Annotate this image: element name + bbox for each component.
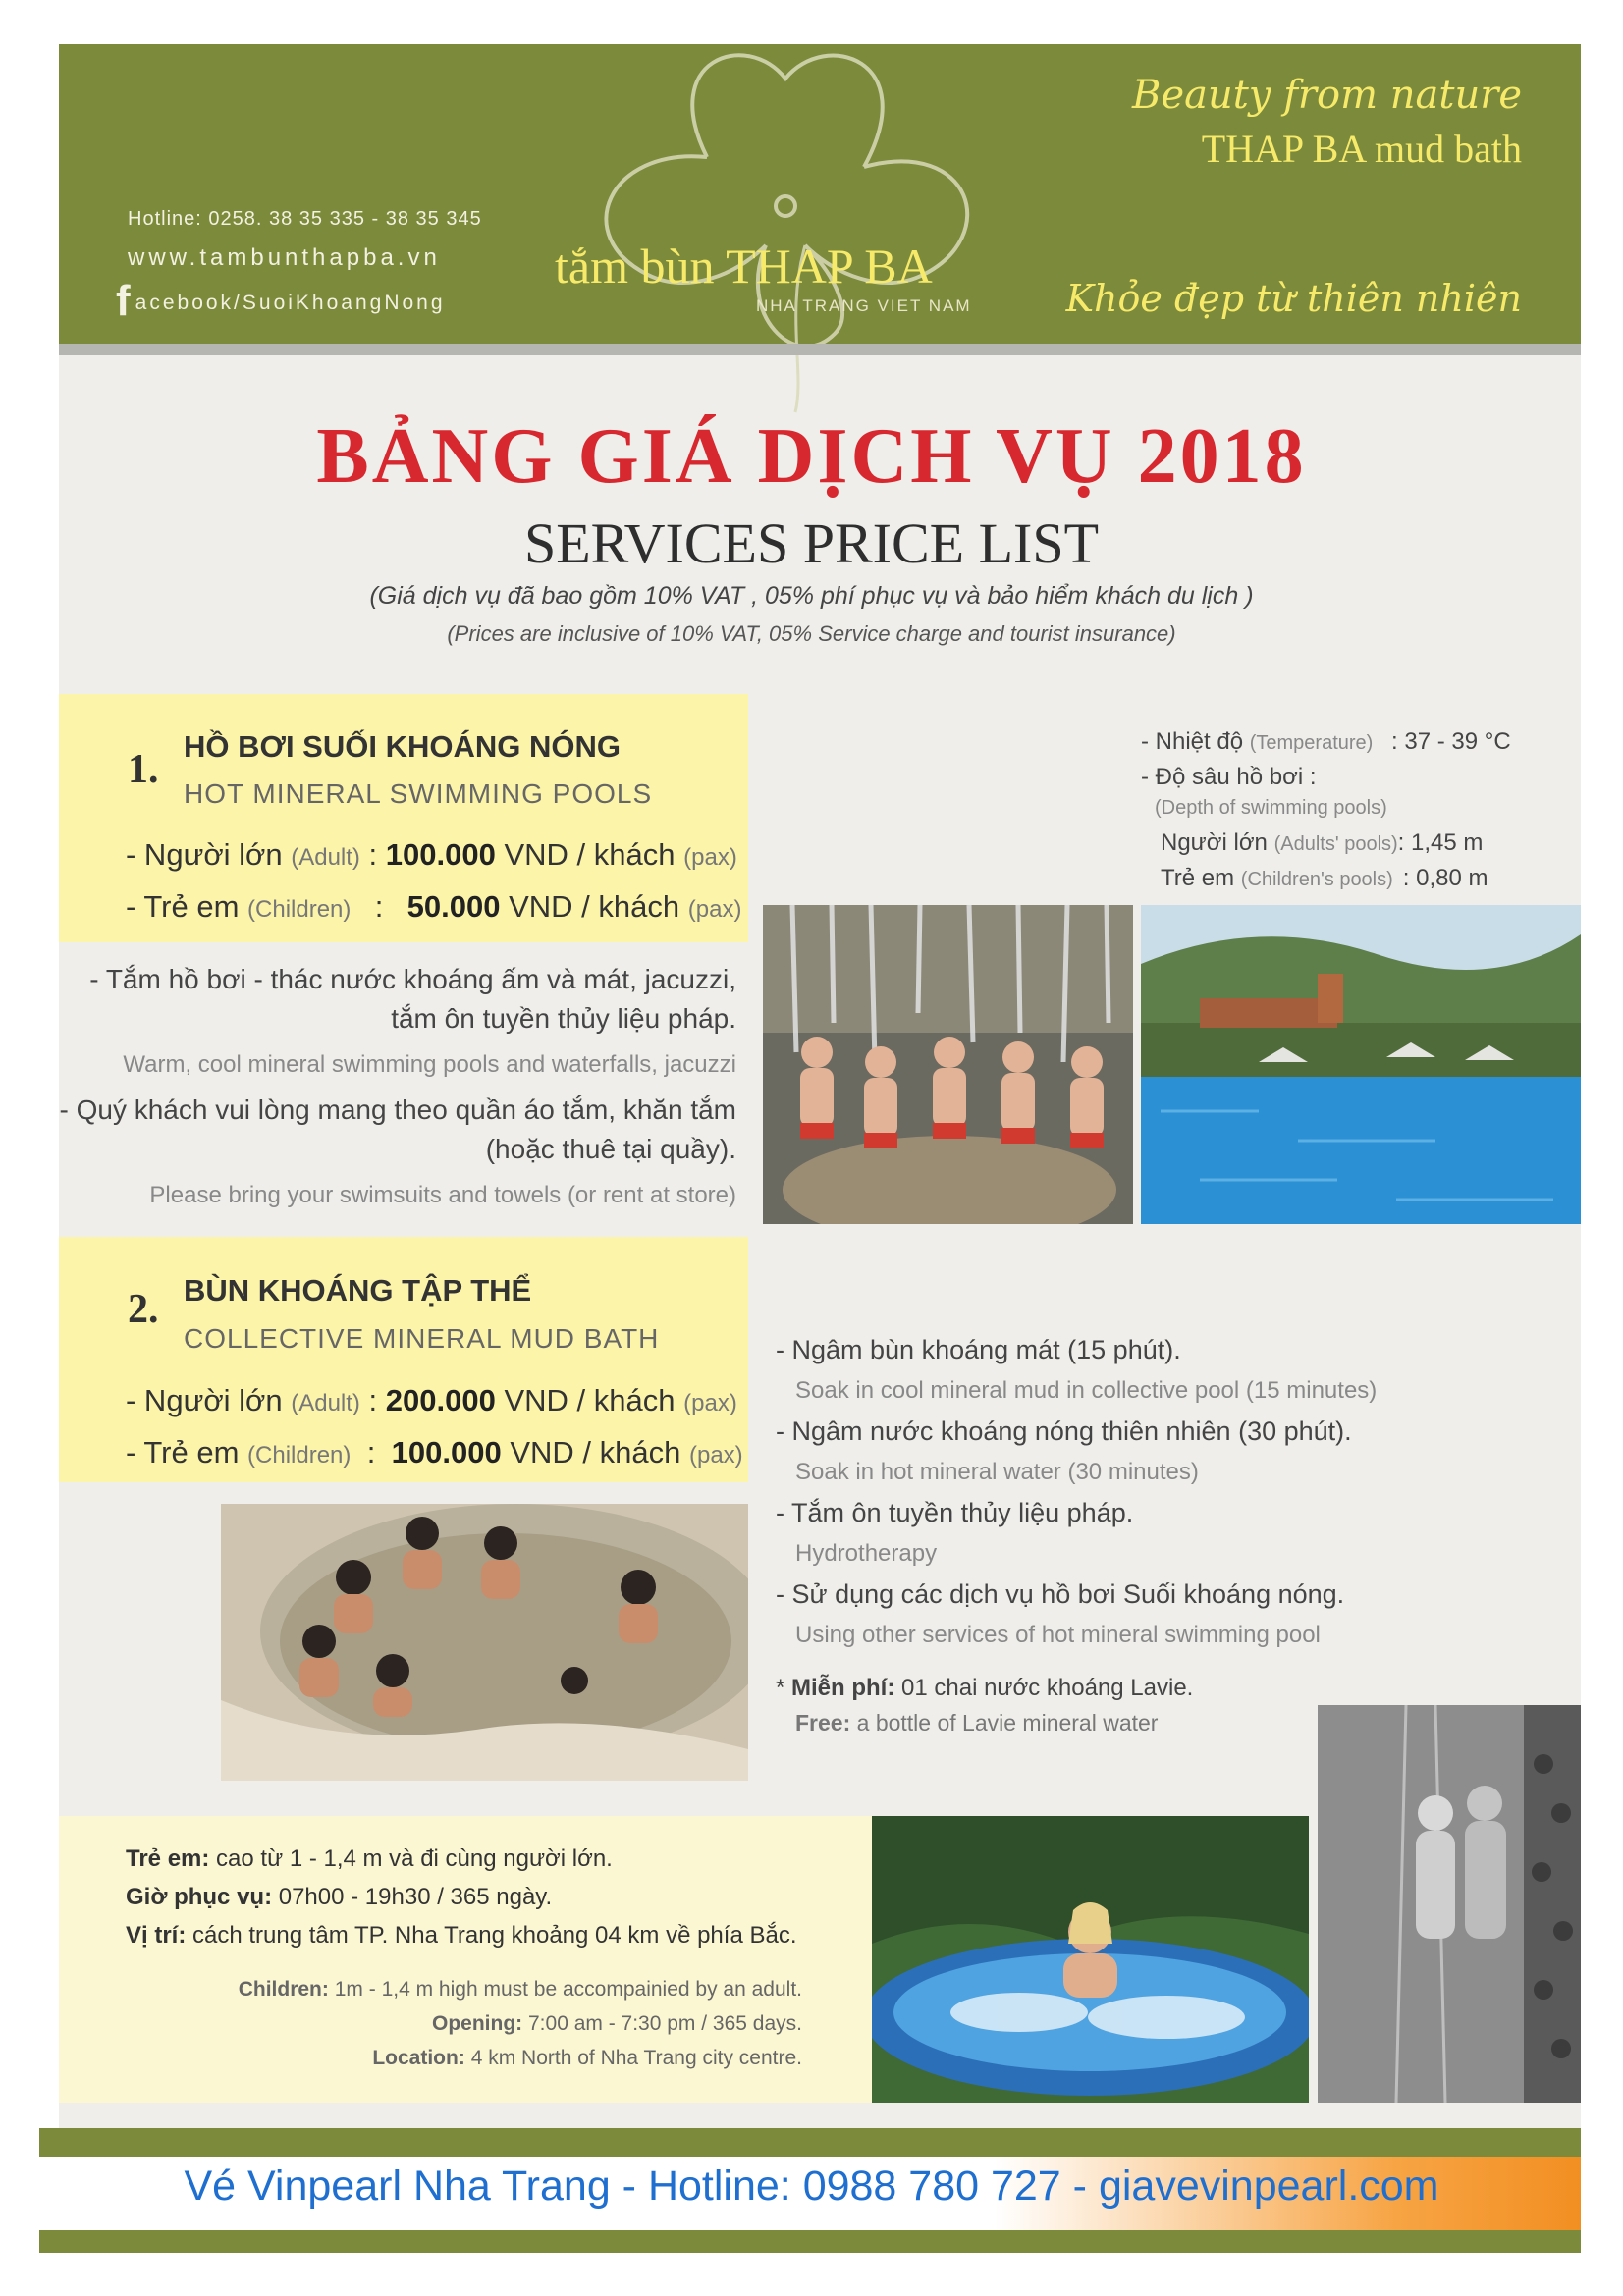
mud-item-3-en: Hydrotherapy	[795, 1540, 938, 1567]
section2-title: BÙN KHOÁNG TẬP THỂ	[184, 1273, 532, 1308]
section1-desc1-vn-line1: - Tắm hồ bơi - thác nước khoáng ấm và mát, jacuzzi,	[89, 964, 736, 994]
price-note-en: (Prices are inclusive of 10% VAT, 05% Service charge and tourist insurance)	[447, 621, 1176, 646]
jacuzzi-photo	[872, 1816, 1309, 2103]
price-note-vn: (Giá dịch vụ đã bao gồm 10% VAT , 05% phí phục vụ và bảo hiểm khách du lịch )	[369, 582, 1254, 610]
mud-item-1-vn: - Ngâm bùn khoáng mát (15 phút).	[776, 1335, 1181, 1364]
section1-adult-price: - Người lớn (Adult) : 100.000 VND / khách (pax)	[126, 837, 737, 872]
free-offer-vn: * Miễn phí: 01 chai nước khoáng Lavie.	[776, 1675, 1194, 1701]
section1-title: HỒ BƠI SUỐI KHOÁNG NÓNG	[184, 729, 621, 764]
section1-child-price: - Trẻ em (Children) : 50.000 VND / khách (pax)	[126, 889, 742, 924]
section2-adult-price: - Người lớn (Adult) : 200.000 VND / khách (pax)	[126, 1383, 737, 1417]
mud-item-2-en: Soak in hot mineral water (30 minutes)	[795, 1459, 1199, 1485]
page-subtitle: SERVICES PRICE LIST	[523, 511, 1100, 575]
swimming-pool-photo	[1141, 905, 1581, 1224]
section1-desc2-en: Please bring your swimsuits and towels (or rent at store)	[149, 1182, 736, 1208]
section1-desc1-en: Warm, cool mineral swimming pools and waterfalls, jacuzzi	[123, 1051, 736, 1078]
header-divider	[59, 344, 1581, 355]
footer-bar-bottom	[39, 2230, 1581, 2253]
tagline-beauty: Beauty from nature	[1132, 73, 1522, 118]
pool-temperature: - Nhiệt độ (Temperature) : 37 - 39 °C	[1141, 728, 1511, 755]
mud-item-1-en: Soak in cool mineral mud in collective pool (15 minutes)	[795, 1377, 1378, 1404]
section1-desc2-vn-line1: - Quý khách vui lòng mang theo quần áo tắm, khăn tắm	[59, 1095, 736, 1125]
child-pool-depth: Trẻ em (Children's pools) : 0,80 m	[1161, 865, 1488, 891]
section2-subtitle: COLLECTIVE MINERAL MUD BATH	[184, 1323, 660, 1354]
children-policy-vn: Trẻ em: cao từ 1 - 1,4 m và đi cùng người lớn.	[126, 1845, 613, 1872]
website-link[interactable]: www.tambunthapba.vn	[128, 244, 441, 271]
mud-item-4-vn: - Sử dụng các dịch vụ hồ bơi Suối khoáng nóng.	[776, 1579, 1345, 1609]
mud-bath-photo	[221, 1504, 748, 1781]
tagline-vietnamese: Khỏe đẹp từ thiên nhiên	[1065, 277, 1522, 320]
section2-child-price: - Trẻ em (Children) : 100.000 VND / khách (pax)	[126, 1435, 743, 1469]
mud-item-3-vn: - Tắm ôn tuyền thủy liệu pháp.	[776, 1498, 1134, 1527]
facebook-icon: f	[116, 277, 134, 325]
footer-bar-top	[39, 2128, 1581, 2158]
pool-depth-label: - Độ sâu hồ bơi :	[1141, 764, 1317, 790]
section1-desc2-vn-line2: (hoặc thuê tại quầy).	[485, 1134, 736, 1164]
footer-contact-text[interactable]: Vé Vinpearl Nha Trang - Hotline: 0988 780 727 - giavevinpearl.com	[184, 2163, 1439, 2210]
page-title: BẢNG GIÁ DỊCH VỤ 2018	[316, 413, 1307, 500]
hotline-text: Hotline: 0258. 38 35 335 - 38 35 345	[128, 208, 482, 230]
facebook-handle: acebook/SuoiKhoangNong	[135, 292, 446, 314]
location-vn: Vị trí: cách trung tâm TP. Nha Trang khoảng 04 km về phía Bắc.	[126, 1922, 797, 1949]
location-en: Location: 4 km North of Nha Trang city centre.	[372, 2047, 802, 2069]
section1-subtitle: HOT MINERAL SWIMMING POOLS	[184, 778, 653, 809]
flower-logo-icon	[511, 20, 1021, 432]
adult-pool-depth: Người lớn (Adults' pools): 1,45 m	[1161, 829, 1484, 856]
children-policy-en: Children: 1m - 1,4 m high must be accompainied by an adult.	[238, 1978, 802, 2001]
waterfall-photo	[763, 905, 1133, 1224]
tagline-mud-bath: THAP BA mud bath	[1201, 127, 1522, 171]
section1-desc1-vn-line2: tắm ôn tuyền thủy liệu pháp.	[391, 1003, 736, 1034]
section2-number: 2.	[128, 1287, 159, 1332]
free-offer-en: Free: a bottle of Lavie mineral water	[795, 1710, 1159, 1735]
opening-hours-vn: Giờ phục vụ: 07h00 - 19h30 / 365 ngày.	[126, 1884, 553, 1910]
mud-item-2-vn: - Ngâm nước khoáng nóng thiên nhiên (30 phút).	[776, 1416, 1352, 1446]
facebook-link[interactable]	[116, 277, 446, 326]
brand-location: NHA TRANG VIET NAM	[756, 296, 972, 315]
mud-item-4-en: Using other services of hot mineral swimming pool	[795, 1622, 1321, 1648]
brand-name: tắm bùn THAP BA	[555, 239, 933, 294]
pool-depth-label-en: (Depth of swimming pools)	[1155, 797, 1387, 819]
opening-hours-en: Opening: 7:00 am - 7:30 pm / 365 days.	[432, 2012, 802, 2035]
section1-number: 1.	[128, 747, 159, 792]
shower-photo	[1318, 1705, 1581, 2103]
